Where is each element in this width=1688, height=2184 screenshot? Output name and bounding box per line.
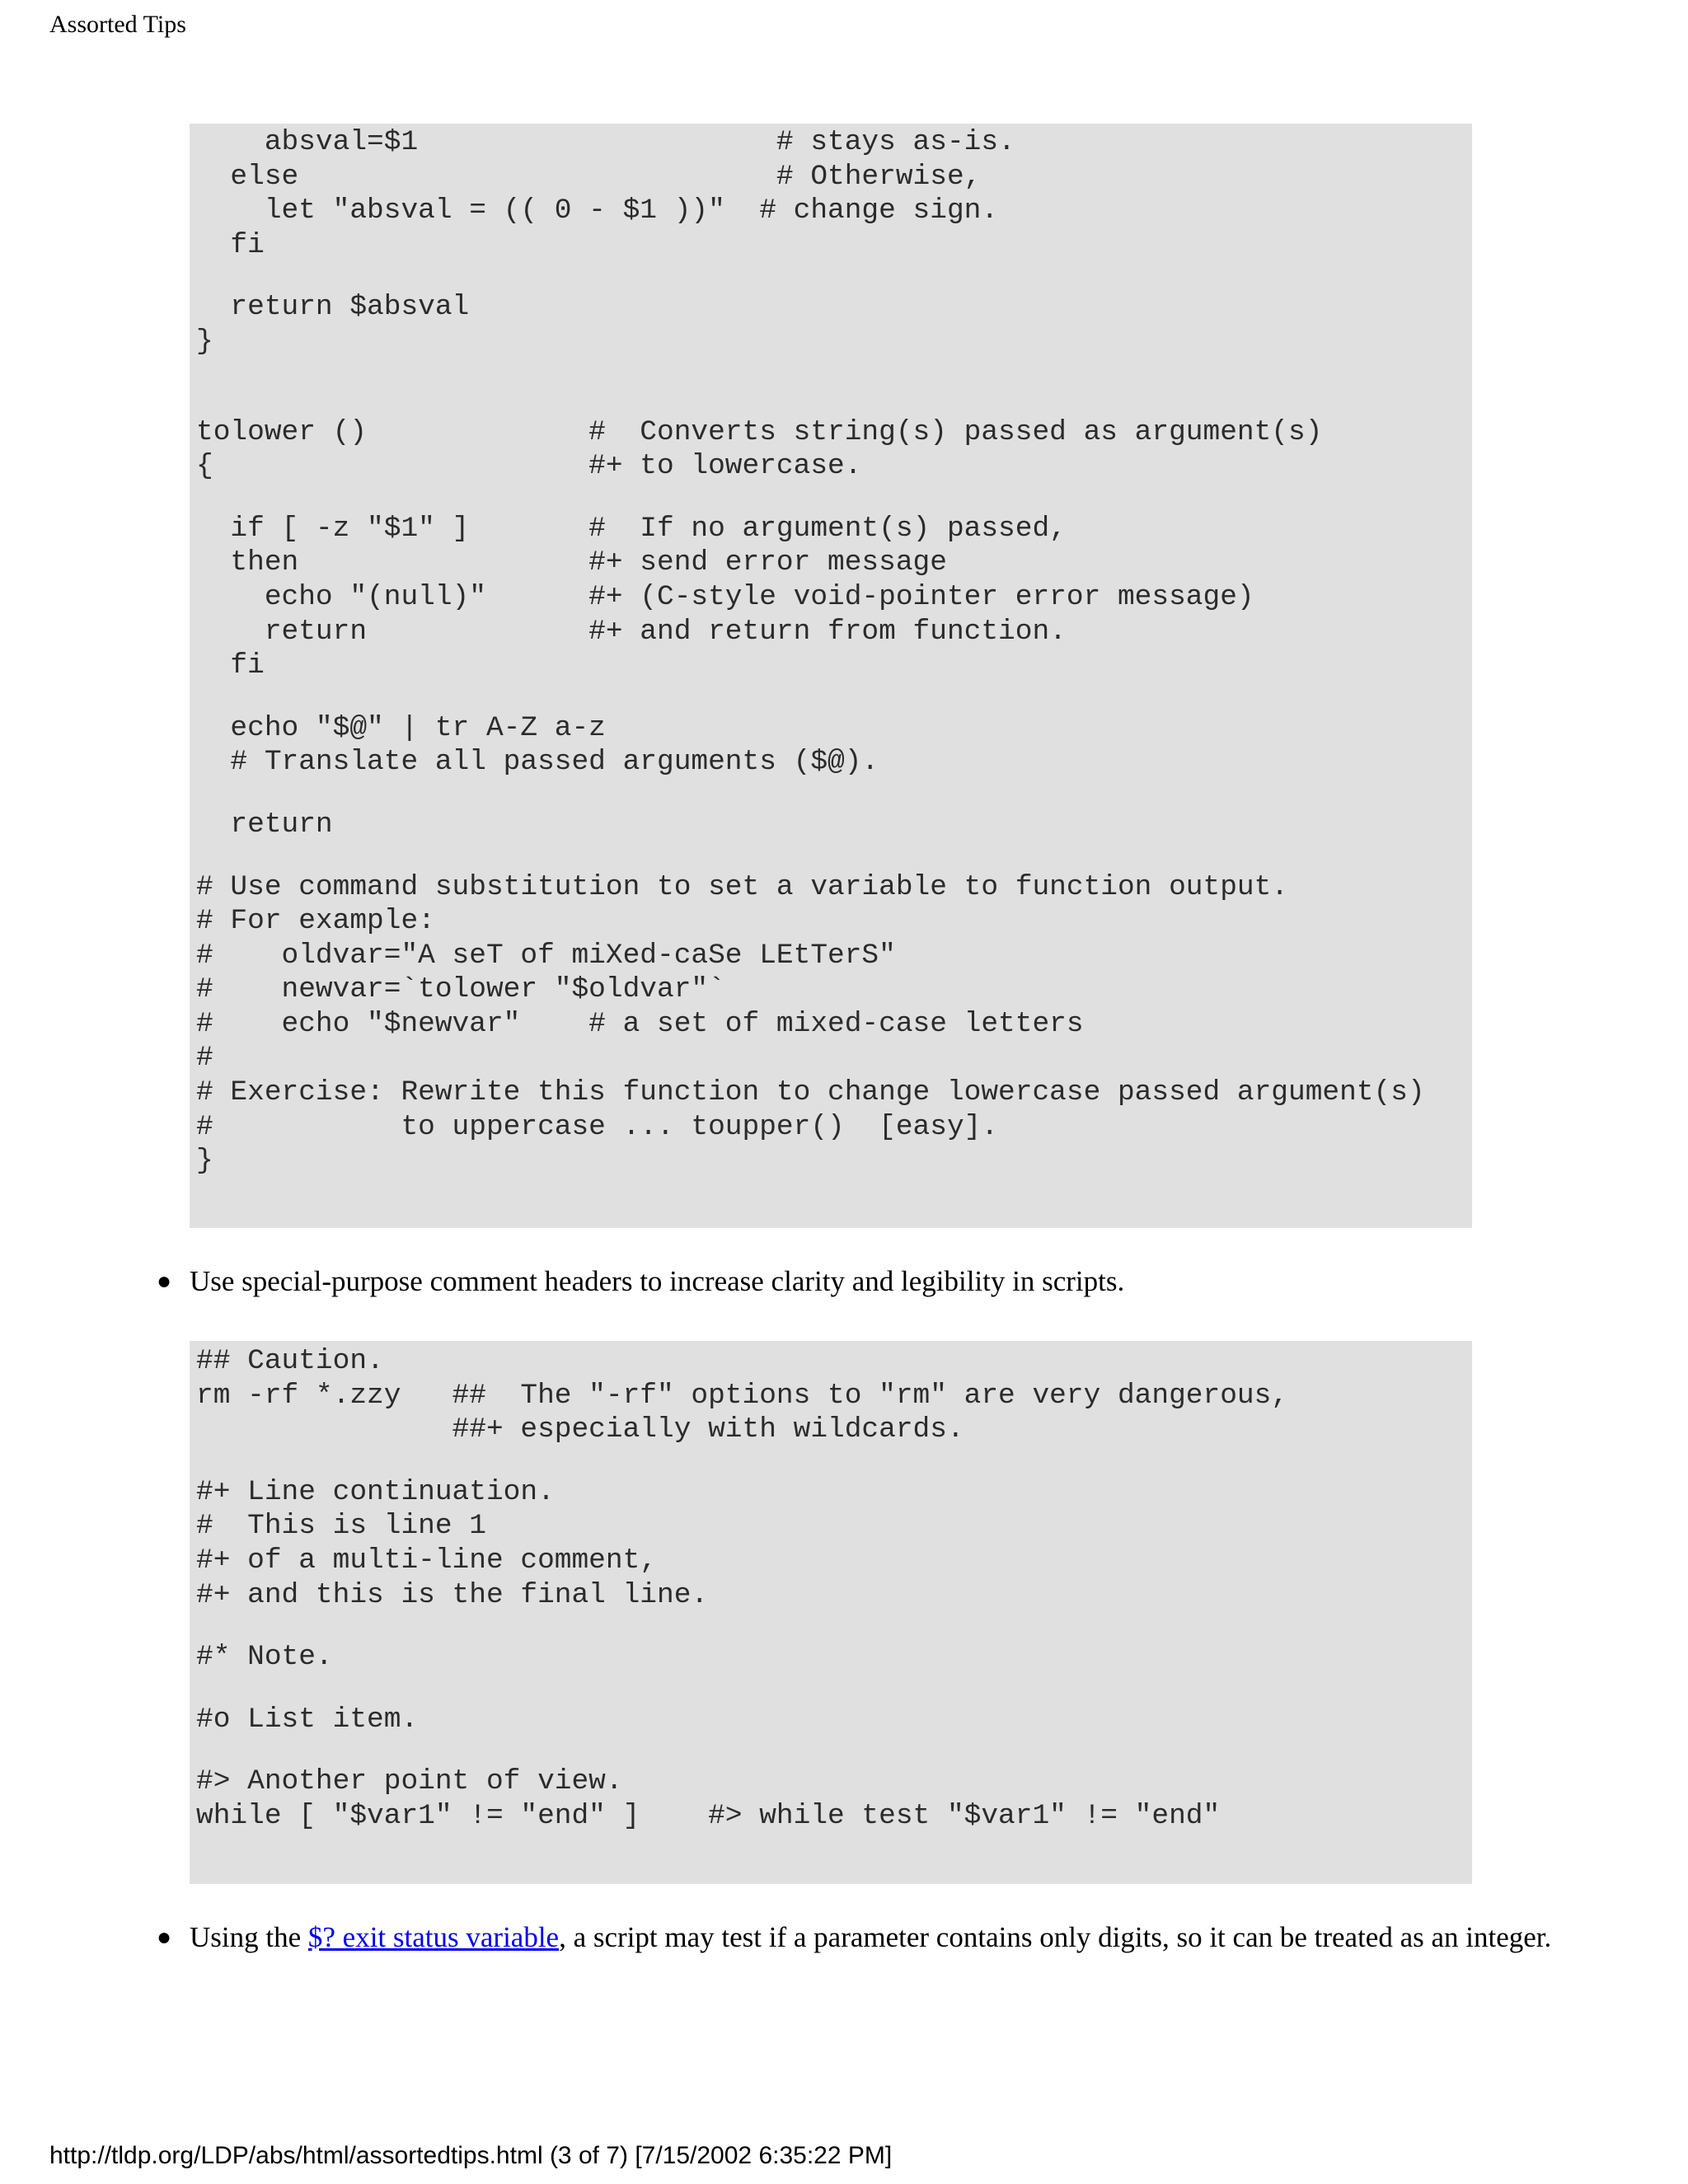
code-line (196, 683, 1425, 711)
code-line: { #+ to lowercase. (196, 450, 862, 483)
bullet-icon: ● (157, 1924, 172, 1951)
code-line: #> Another point of view. (196, 1765, 623, 1798)
code-line: #* Note. (196, 1641, 333, 1674)
code-line: # echo "$newvar" # a set of mixed-case letters (196, 1007, 1084, 1040)
code-line: # Translate all passed arguments ($@). (196, 746, 879, 779)
list-item-text (190, 1919, 1551, 1957)
exit-status-variable-link[interactable]: $? exit status variable (307, 1921, 560, 1953)
code-line: #+ and this is the final line. (196, 1578, 709, 1611)
code-line: return (196, 808, 333, 841)
code-line (196, 1612, 1288, 1640)
list-item-suffix: , a script may test if a parameter contains only digits, so it can be treated as an integer. (559, 1921, 1552, 1953)
code-line: if [ -z "$1" ] # If no argument(s) passed, (196, 512, 1067, 545)
code-line: else # Otherwise, (196, 160, 982, 193)
code-line: ##+ especially with wildcards. (196, 1413, 964, 1446)
code-line: # (196, 1042, 213, 1075)
code-line: #+ of a multi-line comment, (196, 1544, 657, 1577)
code-line: tolower () # Converts string(s) passed as argument(s) (196, 415, 1323, 448)
list-item-prefix: Using the (190, 1921, 308, 1953)
code-block-comment-headers (190, 1341, 1472, 1884)
code-listing (196, 125, 1425, 1179)
code-line: return $absval (196, 291, 470, 324)
code-line: #+ Line continuation. (196, 1475, 555, 1508)
code-line (196, 1675, 1288, 1703)
bullet-icon: ● (157, 1268, 172, 1295)
code-line (196, 780, 1425, 808)
page-footer-url: http://tldp.org/LDP/abs/html/assortedtips.html (3 of 7) [7/15/2002 6:35:22 PM] (49, 2142, 893, 2169)
code-line: # This is line 1 (196, 1510, 486, 1543)
code-line (196, 1447, 1288, 1475)
code-block-tolower (190, 124, 1472, 1228)
code-line (196, 262, 1425, 290)
code-line: # oldvar="A seT of miXed-caSe LEtTerS" (196, 939, 896, 972)
code-line: # newvar=`tolower "$oldvar"` (196, 973, 725, 1006)
code-line: # to uppercase ... toupper() [easy]. (196, 1110, 999, 1143)
code-line (196, 387, 1425, 415)
list-item-text: Use special-purpose comment headers to increase clarity and legibility in scripts. (190, 1265, 1125, 1297)
code-line: while [ "$var1" != "end" ] #> while test "$var1" != "end" (196, 1799, 1221, 1832)
code-line: absval=$1 # stays as-is. (196, 126, 1015, 158)
code-line: then #+ send error message (196, 546, 947, 579)
code-line: fi (196, 649, 265, 682)
code-line: # Use command substitution to set a variable to function output. (196, 870, 1289, 903)
code-line: } (196, 1145, 213, 1178)
code-line (196, 842, 1425, 870)
code-line: echo "(null)" #+ (C-style void-pointer error message) (196, 580, 1254, 613)
code-line (196, 484, 1425, 512)
code-line: # Exercise: Rewrite this function to change lowercase passed argument(s) (196, 1076, 1425, 1109)
code-line: return #+ and return from function. (196, 615, 1067, 648)
code-line: fi (196, 228, 265, 261)
code-line: echo "$@" | tr A-Z a-z (196, 711, 606, 744)
code-line (196, 1736, 1288, 1765)
code-listing (196, 1344, 1288, 1834)
page-header-title: Assorted Tips (49, 11, 186, 38)
code-line: let "absval = (( 0 - $1 ))" # change sign. (196, 194, 999, 227)
code-line (196, 359, 1425, 387)
code-line: rm -rf *.zzy ## The "-rf" options to "rm" are very dangerous, (196, 1379, 1289, 1412)
code-line: ## Caution. (196, 1345, 384, 1377)
code-line: } (196, 325, 213, 358)
code-line: #o List item. (196, 1703, 419, 1736)
code-line: # For example: (196, 905, 435, 938)
